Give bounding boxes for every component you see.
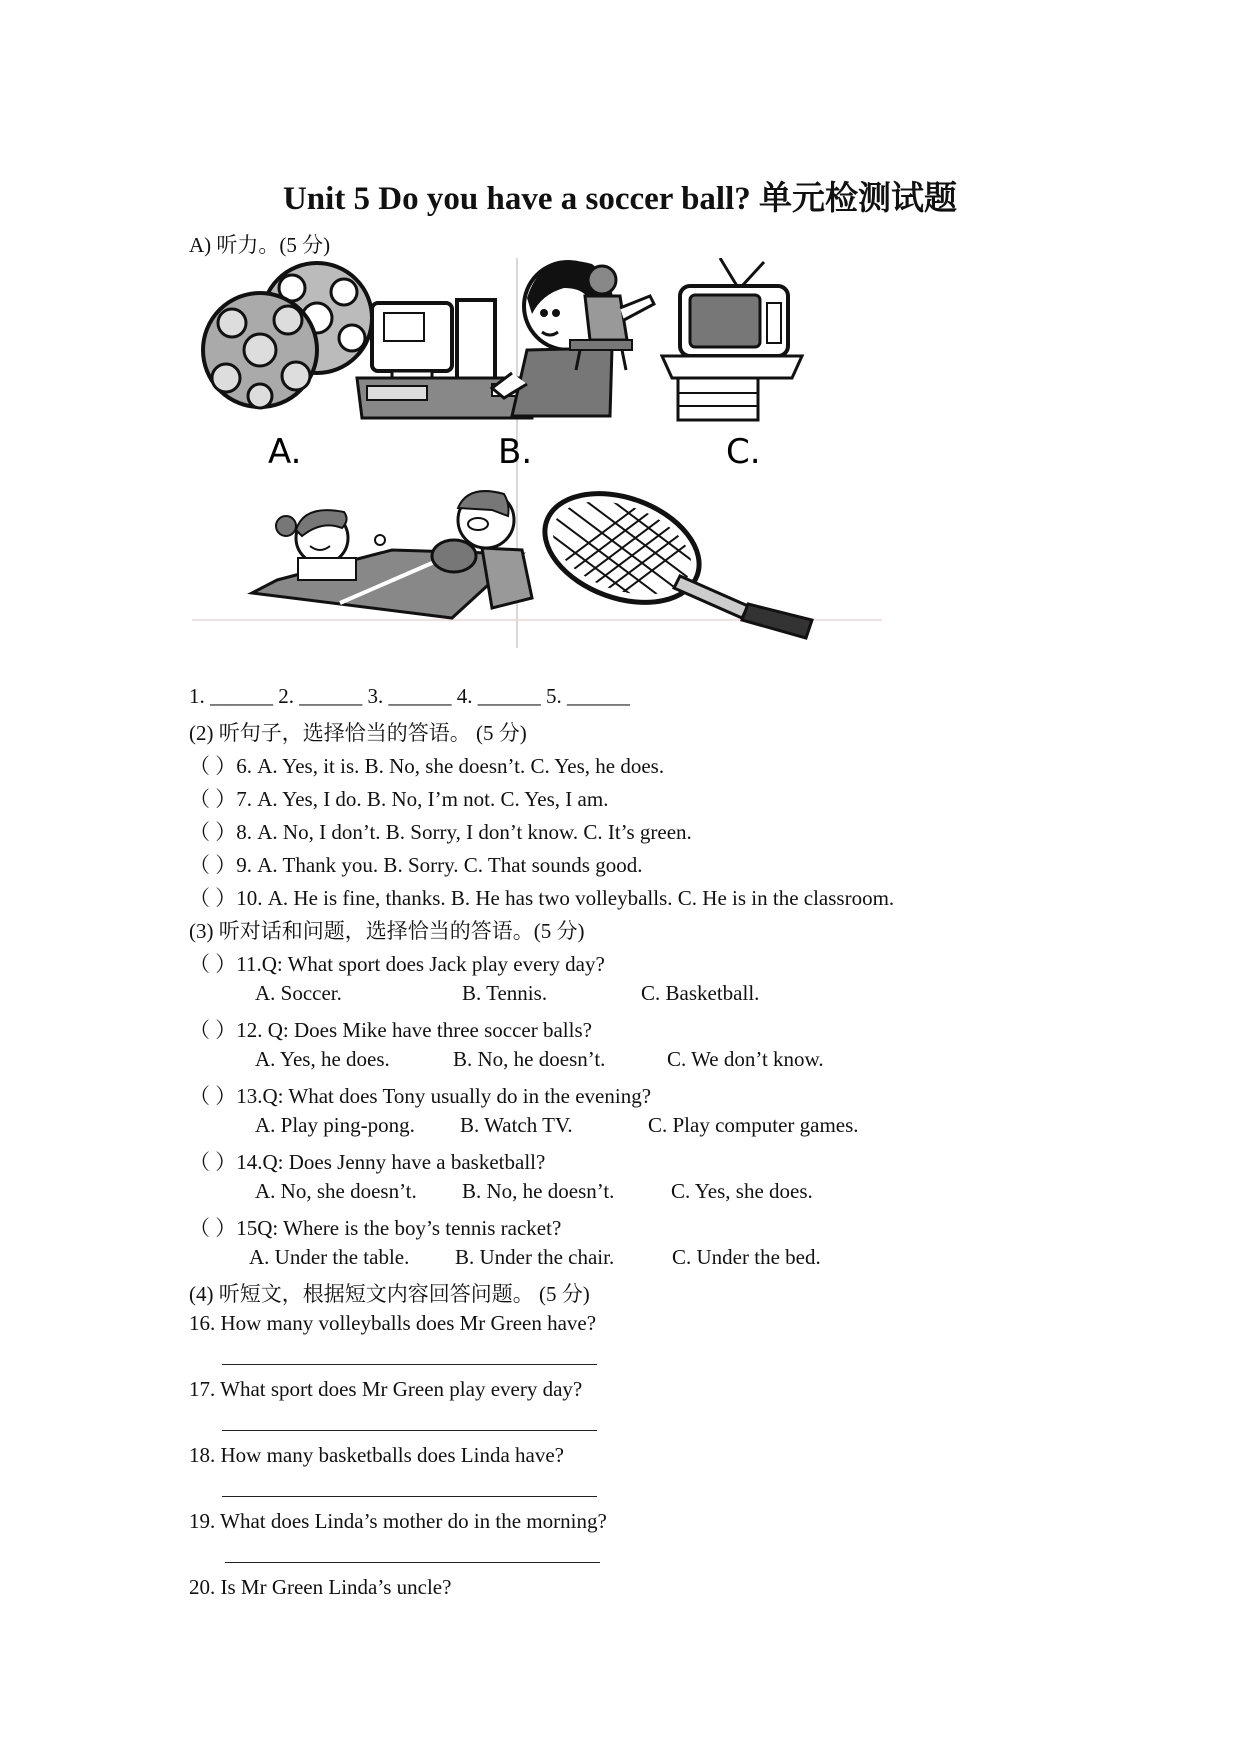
option-a: A. Under the table. [249, 1245, 410, 1269]
question-10: （ ）10. A. He is fine, thanks. B. He has two volleyballs. C. He is in the classroom. [189, 886, 895, 910]
picture-label: C. [726, 432, 761, 472]
question-15: （ ）15Q: Where is the boy’s tennis racket? [189, 1216, 562, 1240]
option-b: B. Under the chair. [455, 1245, 615, 1269]
tennis-racket-icon [502, 448, 812, 658]
question-16: 16. How many volleyballs does Mr Green have? [189, 1311, 597, 1335]
option-c: C. We don’t know. [667, 1047, 824, 1071]
option-a: A. Yes, he does. [255, 1047, 390, 1071]
page-title: Unit 5 Do you have a soccer ball? 单元检测试题 [282, 181, 958, 217]
option-c: C. Basketball. [641, 981, 760, 1005]
soccer-balls-icon [203, 263, 372, 408]
question-11: （ ）11.Q: What sport does Jack play every day? [189, 952, 605, 976]
question-9: （ ）9. A. Thank you. B. Sorry. C. That sounds good. [189, 853, 643, 877]
option-b: B. No, he doesn’t. [453, 1047, 606, 1071]
question-17: 17. What sport does Mr Green play every day? [189, 1377, 583, 1401]
question-18: 18. How many basketballs does Linda have? [189, 1443, 564, 1467]
answer-line[interactable] [222, 1364, 597, 1365]
option-c: C. Yes, she does. [671, 1179, 813, 1203]
option-c: C. Under the bed. [672, 1245, 821, 1269]
section-4-heading: (4) 听短文，根据短文内容回答问题。 (5 分) [189, 1282, 590, 1306]
question-8: （ ）8. A. No, I don’t. B. Sorry, I don’t know. C. It’s green. [189, 820, 692, 844]
option-a: A. Play ping-pong. [255, 1113, 415, 1137]
question-14: （ ）14.Q: Does Jenny have a basketball? [189, 1150, 546, 1174]
question-12: （ ）12. Q: Does Mike have three soccer balls? [189, 1018, 592, 1042]
picture-label: B. [498, 432, 533, 472]
section-2-heading: (2) 听句子，选择恰当的答语。 (5 分) [189, 721, 527, 745]
question-20: 20. Is Mr Green Linda’s uncle? [189, 1575, 452, 1599]
option-b: B. Watch TV. [460, 1113, 573, 1137]
ping-pong-icon [252, 491, 532, 618]
question-6: （ ）6. A. Yes, it is. B. No, she doesn’t. C. Yes, he does. [189, 754, 665, 778]
answer-line[interactable] [225, 1562, 600, 1563]
option-b: B. Tennis. [462, 981, 548, 1005]
option-c: C. Play computer games. [648, 1113, 859, 1137]
answer-line[interactable] [222, 1496, 597, 1497]
answer-line[interactable] [222, 1430, 597, 1431]
question-7: （ ）7. A. Yes, I do. B. No, I’m not. C. Yes, I am. [189, 787, 609, 811]
option-a: A. No, she doesn’t. [255, 1179, 417, 1203]
answer-blanks: 1. ______ 2. ______ 3. ______ 4. ______ 5. ______ [189, 684, 630, 708]
listening-pictures [192, 258, 882, 658]
picture-label: A. [268, 432, 302, 472]
question-13: （ ）13.Q: What does Tony usually do in the evening? [189, 1084, 652, 1108]
option-a: A. Soccer. [255, 981, 342, 1005]
question-19: 19. What does Linda’s mother do in the morning? [189, 1509, 607, 1533]
option-b: B. No, he doesn’t. [462, 1179, 615, 1203]
section-3-heading: (3) 听对话和问题，选择恰当的答语。(5 分) [189, 919, 585, 943]
section-a-heading: A) 听力。(5 分) [189, 233, 331, 257]
